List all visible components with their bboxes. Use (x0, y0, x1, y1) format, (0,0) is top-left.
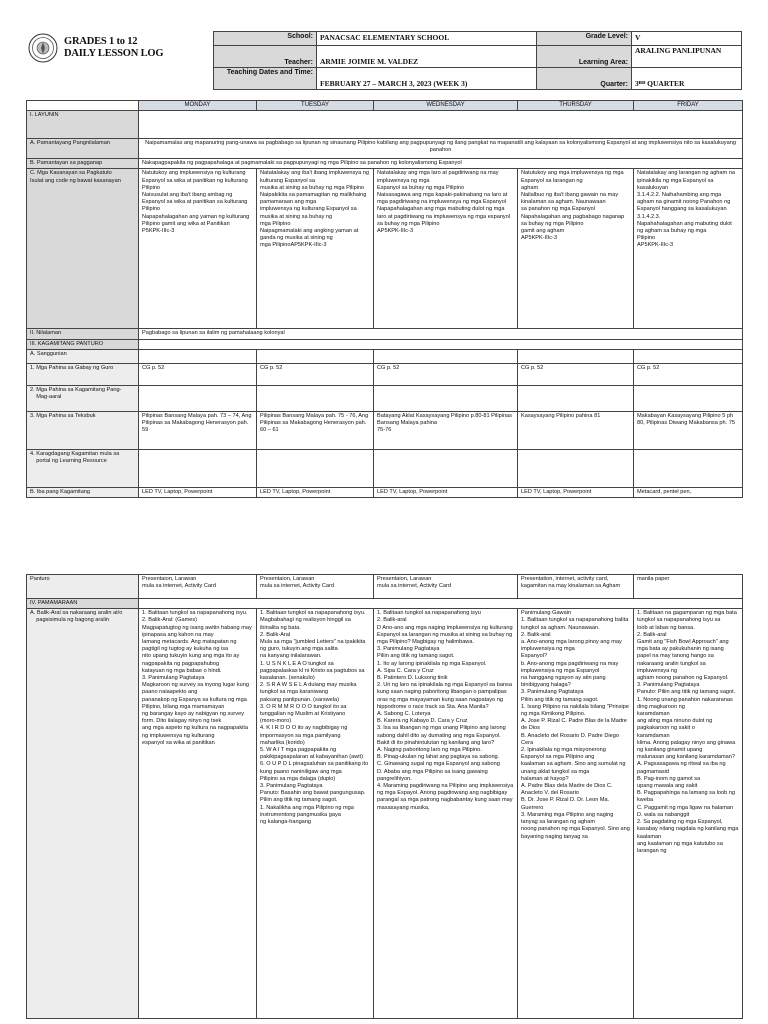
gabay-friday: CG p. 52 (634, 363, 743, 385)
lesson-table-continued (26, 574, 743, 1019)
dates-value: FEBRUARY 27 – MARCH 3, 2023 (WEEK 3) (317, 68, 537, 90)
gabay-thursday: CG p. 52 (518, 363, 634, 385)
karagdagang-monday (139, 449, 257, 487)
kasanayan-wednesday (374, 169, 518, 329)
teksbuk-friday: Makabayan Kasaysayang Pilipino 5 ph 80, Pilipinas Diwang Makabansa ph. 75 (634, 411, 743, 449)
kasanayan-thursday (518, 169, 634, 329)
nilalaman-label: II. Nilalaman (27, 329, 139, 339)
title-block (28, 33, 210, 69)
kasanayan-tuesday (257, 169, 374, 329)
teacher-label: Teacher: (214, 46, 317, 68)
area-label: Learning Area: (537, 46, 632, 68)
teksbuk-thursday: Kasaysayang Pilipino pahina 81 (518, 411, 634, 449)
kasanayan-tuesday-text: Natatalakay ang iba't ibang impluwensya ng kulturang Espanyol sa musika at sining sa buhay ng mga Pilipino Naipakikita sa pamamagitan ng malikhaing pamamaraan ang mga impluwensya ng kulturang Espanyol sa musika at sining sa buhay ng mga Pilipino Naipagmamalaki ang angking yaman at ganda ng musika at sining ng mga PilipinoAP5KPK-IIIc-3 (260, 170, 369, 249)
sanggunian-monday (139, 349, 257, 363)
kasanayan-monday-text: Natutukoy ang impluwensiya ng kulturang Espanyol sa wika at panitikan ng kulturang Pilipino Naisusulat ang iba't ibang ambag ng Espanyol sa wika at panitikan sa kulturang Pilipino Napapahalagahan ang yaman ng kulturang Pilipino gamit ang wika at Panitikan P5KPK-IIIc-3 (142, 170, 250, 235)
quarter-value: 3ᴿᴰ QUARTER (632, 68, 742, 90)
balik-thursday-text: Panimulang Gawain 1. Balitaan tungkol sa napapanahong balita tungkol sa agham. Naunawaan. 2. Balik-aral a. Ano-anong mga larong pinoy ang may impluwensiya ng mga Espanyol? b. Ano-anong mga pagdiriwang na may impluwensiya ng mga Espanyol na hanggang ngayon ay atin pang binibigyang halaga? 3. Panimulang Pagtataya Piliin ang titik ng tamang sagot. 1. Isang Pilipino na nakilala bilang "Prinsipe ng mga Kimikong Pilipino. A. Jose P. Rizal C. Padre Blas de la Madre de Dios B. Anacleto del Rosario D. Padre Diego Cera 2. Ipinakilala ng mga misyonerong Espanyol sa mga Pilipino ang kaalaman sa agham. Sino ang sumulat ng unang aklat tungkol sa mga halaman at hayop? A. Padre Blas dela Madre de Dios C. Anacleto V. del Rosario B. Dr. Jose P. Rizal D. Dr. Leon Ma. Guerrero 3. Maraming mga Pilipino ang naging tanyag sa larangan ng agham noong panahon ng mga Espanyol. Sino ang bayaning naging tanyag sa (521, 610, 630, 840)
mag-aaral-tuesday (257, 385, 374, 411)
panturo-friday: manila paper (634, 575, 743, 599)
karagdagang-label (27, 449, 139, 487)
panturo-wednesday (374, 575, 518, 599)
mag-aaral-friday (634, 385, 743, 411)
kasanayan-friday-text: Natatalakay ang larangan ng agham na ipinakikila ng mga Espanyol sa kasalukuyan 3.1.4.2.2. Naihahambing ang mga agham na ginamit noong Panahon ng Espanyol hanggang sa kasalukuyan 3.1.4.2.3. Napahahalagahan ang mabuting dulot ng agham sa buhay ng mga Pilipino AP5KPK-IIIc-3 (637, 170, 735, 249)
panturo-monday (139, 575, 257, 599)
dates-label: Teaching Dates and Time: (214, 68, 317, 90)
page-title (64, 36, 163, 60)
kagamitang-cell (139, 339, 743, 349)
kagamitang-heading: III. KAGAMITANG PANTURO (27, 339, 139, 349)
mag-aaral-wednesday (374, 385, 518, 411)
teksbuk-tuesday: Pilipinas Bansang Malaya pah. 75 - 76, Ang Pilipinas sa Makabagong Henerasyon pah. 60 – 61 (257, 411, 374, 449)
panturo-monday-text: Presentaion, Larawan mula sa internet, Activity Card (142, 576, 216, 590)
gabay-monday: CG p. 52 (139, 363, 257, 385)
kasanayan-monday (139, 169, 257, 329)
mag-aaral-thursday (518, 385, 634, 411)
panturo-wednesday-text: Presentaion, Larawan mula sa internet, Activity Card (377, 576, 451, 590)
panturo-label: Panturo (27, 575, 139, 599)
lesson-table (26, 100, 743, 498)
school-label: School: (214, 32, 317, 46)
balik-friday-text: 1. Balitaan na gagamparan ng mga bata tungkol sa napapanahong isyu sa loob at labas ng bansa. 2. Balik-aral Gamit ang "Fish Bowl Approach" ang mga bata ay pakukuhanin ng isang papel na may tanong hango sa nakaraang aralin tungkol sa impluwensya ng agham noong panahon ng Espanyol. 3. Panimulang Pagtataya Panuto: Piliin ang titik ng tamang sagot. 1. Noong unang panahon nakararanas ding magkaroon ng karamdaman ang ating mga ninuno dulot ng pagkakaroon ng sakit o karamdaman klima. Anong palagay ninyo ang ginawa ng kanilang ginamit upang malunasan ang kanilang karamdaman? A. Pagsasagawa ng ritwal sa iba ng pagmamasid B. Pag-inom ng gamot sa upang mawala ang sakit B. Pagpapahinga na lamang sa loob ng kweba C. Paggamit ng mga ligaw na halaman D. wala sa nabanggit 2. Sa pagdating ng mga Espanyol, kasabay nilang nagdala ng kanilang mga kaalaman ang kaalaman ng mga katutubo sa larangan ng (637, 610, 739, 854)
panturo-tuesday-text: Presentaion, Larawan mula sa internet, Activity Card (260, 576, 334, 590)
balik-aral-label-text: A. Balik-Aral sa nakaraang aralin at/o pagsisimula ng bagong aralin (30, 610, 123, 624)
day-wednesday: WEDNESDAY (374, 101, 518, 111)
pamantayang-value: Naipamamalas ang mapanuring pang-unawa sa pagbabago sa lipunan ng sinaunang Pilipino kabilang ang pagpupunyagi ng ilang pangkat na mapanatili ang kalayaan sa kolonyalismong Espanyol at ang impluwensiya nito sa kasalukuyang panahon (139, 139, 743, 159)
iba-pang-friday: Metacard, pentel pen, (634, 487, 743, 497)
kagamitan-mag-aaral-text: 2. Mga Pahina sa Kagamitang Pang- Mag-aaral (30, 386, 122, 401)
deped-seal-icon (28, 33, 58, 63)
lesson-log-page-2 (0, 572, 768, 1024)
grade-label: Grade Level: (537, 32, 632, 46)
title-line-2: DAILY LESSON LOG (64, 48, 164, 59)
teksbuk-wednesday-text: Batayang Aklat Kasaysayang Pilipino p.80-81 Pilipinas Bansang Malaya pahina 75-76 (377, 412, 512, 434)
mag-aaral-monday (139, 385, 257, 411)
balik-tuesday (257, 609, 374, 1019)
sanggunian-tuesday (257, 349, 374, 363)
balik-wednesday (374, 609, 518, 1019)
panturo-tuesday (257, 575, 374, 599)
kagamitan-mag-aaral-label (27, 385, 139, 411)
teksbuk-monday: Pilipinas Bansang Malaya pah. 73 – 74, Ang Pilipinas sa Makabagong Henerasyon pah. 59 (139, 411, 257, 449)
pagganap-label: B. Pamantayan sa pagganap (27, 159, 139, 169)
area-value: ARALING PANLIPUNAN (632, 46, 742, 68)
balik-thursday (518, 609, 634, 1019)
balik-tuesday-text: 1. Balitaan tungkol sa napapanahong isyu. Magbabahagi ng realisyon hinggil sa ibinalita ng bata. 2. Balik-Aral Mula sa mga "jumbled Letters" na ipakikita ng guro, tukuyin ang mga salita na kanyang inilalarawan. 1. U S N K L E A O tungkol sa pagpapalaskas kl ni Kristo sa pagtubos sa kasalanan. (senakulo) 2. S R A W S E L A dulang may musika tungkol sa mga karaniwang paksang panlipunan. (sarswela) 3. O R M M R O O O tungkol ito sa tunggalian ng Muslim at Kristiyano (moro-moro) 4. K I R D O O ito ay nagbibigay ng impormasyon sa mga pamilyang maharlika (korido) 5. W A I T mga pagpapakita ng pakikipagsapalaran at kabayanihan (awit) 6. O U P D L pinagsaluhan sa panitikang ito kung paano naniniligaw ang mga Pilipino sa mga dalaga (duplo) 3. Panimulang Pagtataya Panuto: Basahin ang bawat pangungusap. Piliin ang titik ng tamang sagot. 1. Nakalikha ang mga Pilipino ng mga instrumentong pangmusika gaya ng kalanga-hangang (260, 610, 369, 826)
sanggunian-wednesday (374, 349, 518, 363)
kasanayan-wednesday-text: Natatalakay ang mga laro at pagdiriwang na may impluwensya ng mga Espanyol sa buhay ng mga Pilipino Naisasagawa ang mga kapaki-pakinabang na laro at mga pagdiriwang na impluwensya ng mga Espanyol Napapahalagahan ang mga mabuting dulot ng mga laro at pagdiriwang na impluwensya ng mga espanyol sa buhay ng mga Pilipino AP5KPK-IIIc-3 (377, 170, 511, 235)
day-tuesday: TUESDAY (257, 101, 374, 111)
kasanayan-thursday-text: Natutukoy ang mga impluwensya ng mga Espanyol sa larangan ng agham Nailalbuo ng iba't ibang gawain na may kinalaman sa agham. Naunawaan sa panahon ng mga Espanyol Napahalagahan ang pagbabago naganap sa buhay ng mga Pilipino gamit ang agham AP5KPK-IIIc-3 (521, 170, 625, 242)
balik-monday-text: 1. Balitaan tungkol sa napapanahong isyu. 2. Balik-Aral: (Games) Magpapatugtog ng isang awitin habang may ipinapasa ang kahon na may lamang metacards. Ang matapatan ng pagtigil ng tugtog ay kukuha ng isa nito upang tukuyin kung ang mga ito ay nagpapakita ng pagpapahubog katayuan ng mga babae o hindi. 3. Panimulang Pagtataya Magkaroon ng survey sa inyong lugar kung paano naiaapekto ang pananakop ng Espanya sa kultura ng mga Pilipino, bilang mga mamamayan ng barangay kayo ay nabigyan ng survey form. Dito ilalagay ninyo ng tsek ang mga aspeto ng kultura na nagpapakita ng impluwensya ng kulturang espanyol sa wika at panitikan (142, 610, 252, 746)
sanggunian-label: A. Sanggunian (27, 349, 139, 363)
iba-pang-wednesday: LED TV, Laptop, Powerpoint (374, 487, 518, 497)
kasanayan-label (27, 169, 139, 329)
iba-pang-thursday: LED TV, Laptop, Powerpoint (518, 487, 634, 497)
sanggunian-thursday (518, 349, 634, 363)
iba-pang-label: B. Iba pang Kagamitang (27, 487, 139, 497)
iba-pang-monday: LED TV, Laptop, Powerpoint (139, 487, 257, 497)
karagdagang-tuesday (257, 449, 374, 487)
balik-monday (139, 609, 257, 1019)
gabay-label: 1. Mga Pahina sa Gabay ng Guro (27, 363, 139, 385)
kasanayan-label-text: C. Mga Kasanayan sa Pagkatuto Isulat ang code ng bawat kasanayan (30, 170, 121, 184)
iba-pang-tuesday: LED TV, Laptop, Powerpoint (257, 487, 374, 497)
teacher-value: ARMIE JOIMIE M. VALDEZ (317, 46, 537, 68)
layunin-heading: I. LAYUNIN (27, 111, 139, 139)
header-table (213, 31, 742, 90)
title-line-1: GRADES 1 to 12 (64, 36, 138, 47)
pamamaraan-cell (139, 599, 743, 609)
panturo-thursday: Presentation, internet, activity card, kagamitan na may kinalaman sa Agham (518, 575, 634, 599)
karagdagang-thursday (518, 449, 634, 487)
karagdagang-label-text: 4. Karagdagang Kagamitan mula sa portal ng Learning Resource (30, 450, 120, 465)
sanggunian-friday (634, 349, 743, 363)
quarter-label: Quarter: (537, 68, 632, 90)
nilalaman-value: Pagbabago sa lipunan sa ilalim ng pamahalaang kolonyal (139, 329, 743, 339)
layunin-cell (139, 111, 743, 139)
balik-friday (634, 609, 743, 1019)
pamamaraan-heading: IV. PAMAMARAAN (27, 599, 139, 609)
day-monday: MONDAY (139, 101, 257, 111)
school-value: PANACSAC ELEMENTARY SCHOOL (317, 32, 537, 46)
teksbuk-wednesday (374, 411, 518, 449)
corner-cell (27, 101, 139, 111)
day-thursday: THURSDAY (518, 101, 634, 111)
karagdagang-wednesday (374, 449, 518, 487)
pamantayang-label: A. Pamantayang Pangnilalaman (27, 139, 139, 159)
teksbuk-label: 3. Mga Pahina sa Teksbuk (27, 411, 139, 449)
gabay-wednesday: CG p. 52 (374, 363, 518, 385)
balik-wednesday-text: 1. Balitaan tungkol sa napapanahong isyu 2. Balik-aral D Ano-ano ang mga naging impluwensiya ng kulturang Espanyol sa larangan ng musika at sining sa buhay ng mga Pilipino? Magbigay ng halimbawa. 3. Panimulang Pagtataya Piliin ang titik ng tamang sagot. 1. Ito ay larong ipinakilala ng mga Espanyol. A. Sipa C. Cara y Cruz B. Patintero D. Luksong tinik 2. Uri ng laro na ipinakilala ng mga Espanyol sa bansa kung saan naging paboritong libangan o pampalipas oras ng mga mayayaman kung saan nagpatayo ng hippodrome o race track sa Sta. Ana Manila? A. Sabong C. Loterya B. Karera ng Kabayo D. Cara y Cruz 3. Isa sa libangan ng mga unang Pilipino ang larong sabong dahil dito ay dumating ang mga Espanyol. Bakit di ito pinahintulutan ng kanilang ang laro? A. Naging paboritong laro ng mga Pilipino. B. Pinag-ukulan ng lahat ang pagtaya sa sabong. C. Ginawang sugal ng mga Espanyol ang sabong D. Ababa ang mga Pilipino sa isang gawaing pangrelihiyon. 4. Maraming pagdiriwang na Pilipino ang impluwensiya ng mga Espayol. Anong pagdiriwang ang nagbibigay parangal sa mga patrong nagbabantay kung saan may masasayang musika, (377, 610, 514, 811)
balik-aral-label (27, 609, 139, 1019)
karagdagang-friday (634, 449, 743, 487)
grade-value: V (632, 32, 742, 46)
gabay-tuesday: CG p. 52 (257, 363, 374, 385)
pagganap-value: Nakapagpapakita ng pagpapahalaga at pagmamalaki sa pagpupunyagi ng mga Pilipino sa panahon ng kolonyalismong Espanyol (139, 159, 743, 169)
day-friday: FRIDAY (634, 101, 743, 111)
kasanayan-friday (634, 169, 743, 329)
